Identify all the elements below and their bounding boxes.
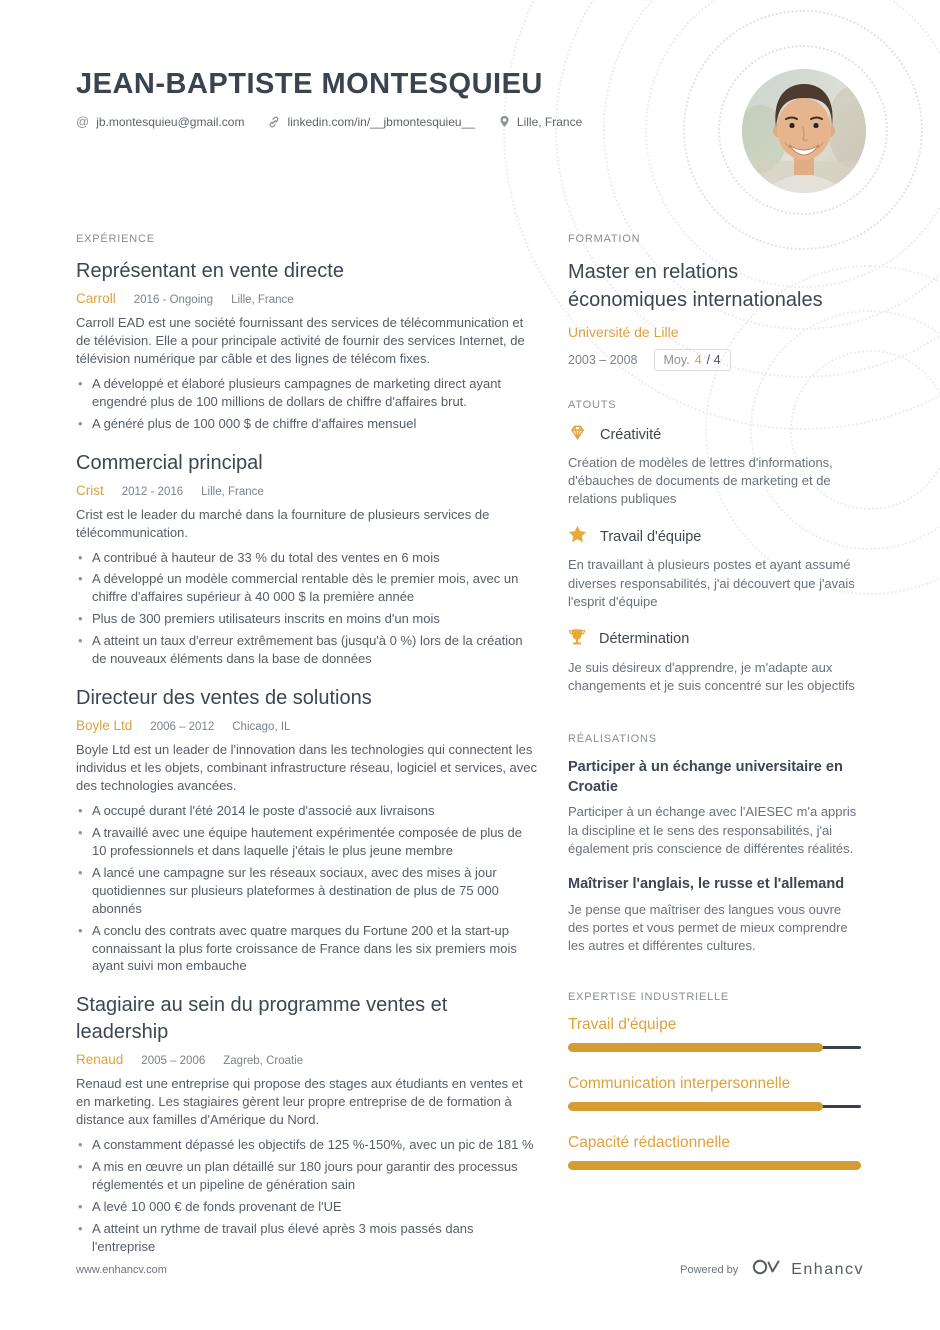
- link-icon: [268, 116, 280, 128]
- job-bullet: • A atteint un rythme de travail plus élevé après 3 mois passés dans l'entreprise: [76, 1220, 540, 1256]
- job-location: Lille, France: [201, 485, 264, 498]
- email-link[interactable]: [76, 114, 244, 129]
- candidate-name: JEAN-BAPTISTE MONTESQUIEU: [76, 68, 543, 100]
- location-item: [499, 115, 582, 129]
- company-name: Renaud: [76, 1052, 124, 1068]
- job-description: Crist est le leader du marché dans la fourniture de plusieurs services de télécommunication.: [76, 506, 490, 540]
- job-description: Carroll EAD est une société fournissant des services de télécommunication et de télévision. Elle a pour principale activité de fournir des services Internet, de télévision numérique par câble et des lignes de télécom fixes.: [76, 315, 525, 366]
- job-title: Représentant en vente directe: [76, 260, 344, 282]
- job-location: Chicago, IL: [232, 721, 291, 734]
- enhancv-brand[interactable]: [752, 1258, 864, 1281]
- site-link[interactable]: www.enhancv.com: [76, 1263, 167, 1276]
- skill-item: [568, 1016, 861, 1052]
- strength-text: Création de modèles de lettres d'informations, d'ébauches de documents de marketing et de relations publiques: [568, 454, 833, 507]
- realisations-section-label: RÉALISATIONS: [568, 733, 657, 746]
- job-entry: [76, 685, 540, 975]
- strength-title: Créativité: [600, 426, 662, 443]
- formation-section-label: FORMATION: [568, 233, 641, 245]
- job-bullet: • A contribué à hauteur de 33 % du total des ventes en 6 mois: [76, 549, 540, 567]
- strength-text: Je suis désireux d'apprendre, je m'adapte aux changements et je suis concentré sur les objectifs: [568, 659, 855, 694]
- achievement-text: Participer à un échange avec l'AIESEC m'a appris la discipline et le sens des responsabilités, j'ai également pris conscience de différentes réalités.: [568, 804, 857, 856]
- skill-item: [568, 1134, 861, 1170]
- skill-name: Capacité rédactionnelle: [568, 1134, 730, 1152]
- skill-bar: [568, 1102, 861, 1111]
- formation-section: [568, 233, 861, 371]
- email-text: jb.montesquieu@gmail.com: [96, 114, 245, 129]
- profile-photo: [742, 69, 866, 193]
- achievement-title: Maîtriser l'anglais, le russe et l'allemand: [568, 875, 845, 892]
- job-bullet: • A mis en œuvre un plan détaillé sur 180 jours pour garantir des processus réglementés et un pipeline de génération sain: [76, 1158, 540, 1194]
- job-bullet: • A constamment dépassé les objectifs de 125 %-150%, avec un pic de 181 %: [76, 1136, 540, 1154]
- gpa-label: Moy.: [663, 352, 690, 367]
- degree-title: Master en relations économiques internationales: [568, 261, 823, 312]
- job-entry: [76, 258, 540, 433]
- skill-bar: [568, 1161, 861, 1170]
- job-dates: 2006 – 2012: [150, 721, 215, 734]
- job-bullets: [76, 802, 540, 975]
- star-icon: [568, 525, 587, 548]
- job-dates: 2012 - 2016: [121, 485, 184, 498]
- job-bullet: • A développé un modèle commercial rentable dès le premier mois, avec un chiffre d'affaires supérieur à 40 000 $ la première année: [76, 570, 540, 606]
- achievement-title: Participer à un échange universitaire en Croatie: [568, 759, 843, 795]
- gpa-value: 4: [694, 352, 702, 367]
- school-name: Université de Lille: [568, 323, 679, 340]
- job-bullets: [76, 549, 540, 669]
- skill-name: Travail d'équipe: [568, 1016, 677, 1034]
- skill-bar-fill: [568, 1043, 823, 1052]
- job-description: Renaud est une entreprise qui propose des stages aux étudiants en ventes et en marketing. Les stagiaires gèrent leur propre entreprise de de formation à distance aux familles d'Amérique du Nord.: [76, 1076, 523, 1128]
- strength-item: [568, 424, 861, 509]
- job-bullet: • A occupé durant l'été 2014 le poste d'associé aux livraisons: [76, 802, 540, 820]
- job-bullet: • Plus de 300 premiers utilisateurs inscrits en moins d'un mois: [76, 610, 540, 628]
- linkedin-text: linkedin.com/in/__jbmontesquieu__: [287, 114, 475, 129]
- skill-item: [568, 1075, 861, 1111]
- experience-section-label: EXPÉRIENCE: [76, 233, 155, 245]
- strength-item: [568, 525, 861, 611]
- job-title: Commercial principal: [76, 451, 263, 474]
- job-bullet: • A atteint un taux d'erreur extrêmement bas (jusqu'à 0 %) lors de la création de nouveaux éléments dans la base de données: [76, 632, 540, 668]
- company-name: Boyle Ltd: [76, 718, 133, 734]
- job-bullet: • A lancé une campagne sur les réseaux sociaux, avec des mises à jour quotidiennes sur plusieurs plateformes à destination de plus de 75 000 abonnés: [76, 864, 540, 918]
- achievement-item: [568, 758, 861, 858]
- skill-name: Communication interpersonnelle: [568, 1075, 791, 1093]
- job-description: Boyle Ltd est un leader de l'innovation dans les technologies qui connectent les individus et les objets, combinant infrastructure réseau, logiciel et services, avec des technologies avancées.: [76, 742, 537, 793]
- diamond-icon: [568, 424, 587, 446]
- job-bullet: • A développé et élaboré plusieurs campagnes de marketing direct ayant engendré plus de 100 millions de dollars de chiffre d'affaires brut.: [76, 375, 540, 411]
- linkedin-link[interactable]: [268, 115, 474, 129]
- achievement-item: [568, 875, 861, 955]
- experience-column: [76, 233, 540, 1273]
- expertise-section: [568, 991, 861, 1170]
- realisations-section: [568, 733, 861, 955]
- skill-bar: [568, 1043, 861, 1052]
- footer: [76, 1258, 864, 1281]
- education-dates: 2003 – 2008: [568, 352, 638, 367]
- strength-text: En travaillant à plusieurs postes et ayant assumé diverses responsabilités, j'ai découvert que j'avais l'esprit d'équipe: [568, 557, 855, 609]
- at-icon: @: [76, 114, 90, 129]
- job-bullet: • A levé 10 000 € de fonds provenant de l'UE: [76, 1198, 540, 1216]
- powered-by-label: Powered by: [680, 1263, 739, 1276]
- strength-title: Travail d'équipe: [600, 528, 702, 545]
- atouts-section: [568, 399, 861, 696]
- job-bullet: • A conclu des contrats avec quatre marques du Fortune 200 et la start-up connaissant la plus forte croissance de France dans les six premiers mois ayant suivi mon embauche: [76, 922, 540, 976]
- job-title: Directeur des ventes de solutions: [76, 687, 372, 710]
- job-dates: 2016 - Ongoing: [133, 294, 214, 306]
- company-name: Crist: [76, 482, 104, 498]
- pin-icon: [499, 115, 510, 128]
- achievement-text: Je pense que maîtriser des langues vous ouvre des portes et vous permet de mieux comprendre les autres et différentes cultures.: [568, 901, 848, 953]
- strength-title: Détermination: [599, 631, 690, 648]
- job-title: Stagiaire au sein du programme ventes et leadership: [76, 994, 448, 1044]
- company-name: Carroll: [76, 291, 116, 306]
- expertise-section-label: EXPERTISE INDUSTRIELLE: [568, 991, 730, 1004]
- gpa-badge: [654, 349, 731, 371]
- skill-bar-fill: [568, 1161, 861, 1170]
- location-text: Lille, France: [516, 114, 583, 129]
- job-entry: [76, 450, 540, 669]
- gpa-max: / 4: [706, 352, 721, 367]
- enhancv-infinity-icon: [752, 1258, 782, 1281]
- trophy-icon: [568, 628, 586, 651]
- job-bullets: [76, 375, 540, 433]
- job-dates: 2005 – 2006: [141, 1055, 206, 1068]
- job-entry: [76, 992, 540, 1255]
- atouts-section-label: ATOUTS: [568, 398, 617, 411]
- brand-name: Enhancv: [791, 1260, 864, 1278]
- sidebar-column: [568, 233, 861, 1273]
- skill-bar-fill: [568, 1102, 823, 1111]
- job-bullets: [76, 1136, 540, 1256]
- strength-item: [568, 628, 861, 695]
- job-location: Lille, France: [231, 294, 294, 306]
- job-bullet: • A travaillé avec une équipe hautement expérimentée composée de plus de 10 professionnels et dans laquelle j'étais le plus jeune membre: [76, 824, 540, 860]
- job-location: Zagreb, Croatie: [223, 1055, 304, 1068]
- job-bullet: • A généré plus de 100 000 $ de chiffre d'affaires mensuel: [76, 415, 540, 433]
